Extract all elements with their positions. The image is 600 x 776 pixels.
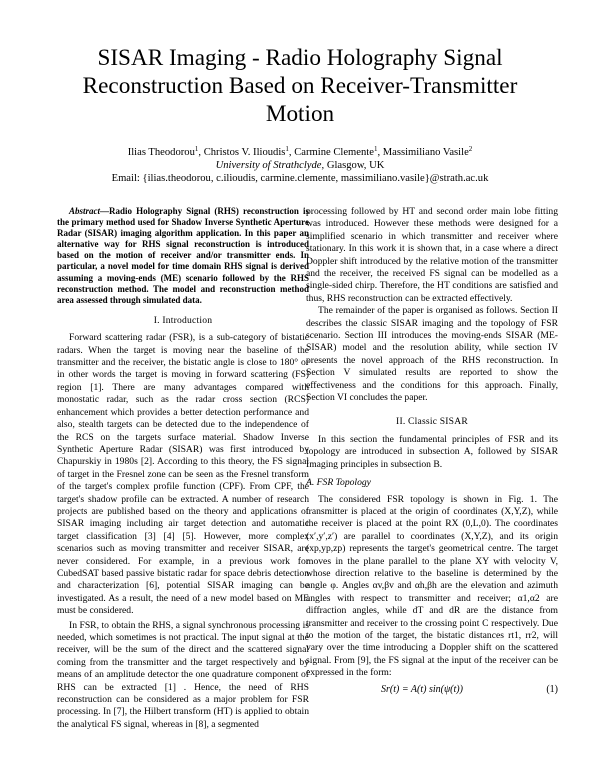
equation-1-number: (1)	[546, 683, 558, 695]
section-heading-introduction: I. Introduction	[153, 314, 213, 326]
intro-paragraph-1: Forward scattering radar (FSR), is a sub-category of bistatic radars. When the target is moving near the baseline of the transmitter and the receiver, the bistatic angle is close to 180° or in other words the target is moving in forward scattering (FS) region [1]. There are many advantages compared with monostatic radar, such as the radar cross section (RCS) enhancement which provides a better detection performance and also, stealth targets can be detected due to the independence of the RCS on the targets surface material. Shadow Inverse Synthetic Aperture Radar (SISAR) was first introduced by Chapurskiy in 1980s [2]. According to this theory, the FS signal of target in the Fresnel zone can be seen as the Fresnel transform of the target's complex profile function (CPF). From CPF, the target's shadow profile can be extracted. A number of research projects are published based on the theory and applications of SISAR imaging including air target detection and automatic target classification [3] [4] [5]. However, more complex scenarios such as moving transmitter and receiver SISAR, are never considered. For example, in a previous work for CubedSAT based passive bistatic radar for space debris detection and characterization [6], potential SISAR imaging can be investigated. As a result, the need of a new model based on ME must be considered.	[57, 332, 309, 617]
author-4-affil: 2	[468, 145, 473, 153]
author-1: Ilias Theodorou	[127, 147, 195, 158]
affiliation-university: University of Strathclyde,	[215, 160, 325, 171]
author-emails: Email: {ilias.theodorou, c.ilioudis, carmine.clemente, massimiliano.vasile}@strath.ac.uk	[111, 173, 489, 184]
affiliation	[40, 159, 560, 173]
abstract-text: —Radio Holography Signal (RHS) reconstruction is the primary method used for Shadow Inverse Synthetic Aperture Radar (SISAR) imaging algorithm application. In this paper an alternative way for RHS signal reconstruction is introduced based on the motion of receiver and/or transmitter ends. In particular, a novel model for time domain RHS signal is derived assuming a moving-ends (ME) scenario followed by the RHS reconstruction method. The model and reconstruction method area assessed through simulated data.	[57, 206, 309, 305]
intro-paragraph-2: In FSR, to obtain the RHS, a signal synchronous processing is needed, which sometimes is not practical. The input signal at the receiver, will be the sum of the direct and the scattered signal coming from the transmitter and the target respectively and by means of an amplitude detector the one quadrature component of RHS can be extracted [1] . Hence, the need of RHS reconstruction can be considered as a major problem for FSR processing. In [7], the Hilbert transform (HT) is applied to obtain the analytical FS signal, whereas in [8], a segmented	[57, 619, 309, 730]
intro-paragraph-3: processing followed by HT and second order main lobe fitting was introduced. However these methods were designed for a simplified scenario in which transmitter and receiver where stationary. In this work it is shown that, in a case where a direct Doppler shift introduced by the relative motion of the transmitter and the receiver, the received FS signal can be modelled as a single-sided chirp. Therefore, the HT conditions are satisfied and thus, RHS reconstruction can be extracted effectively.	[306, 206, 558, 304]
paper-title	[60, 44, 540, 128]
classic-paragraph-2: The considered FSR topology is shown in Fig. 1. The transmitter is placed at the origin of coordinates (X,Y,Z), while the receiver is placed at the point RX (0,L,0). The coordinates (x′,y′,z′) are parallel to coordinates (X,Y,Z), and its origin (xp,yp,zp) represents the target's geometrical centre. The target moves in the plane parallel to the plane XY with velocity V, whose direction relative to the baseline is determined by the angle φ. Angles αv,βv and αh,βh are the elevation and azimuth angles with respect to transmitter and receiver; α1,α2 are diffraction angles, while dT and dR are the distance from transmitter and receiver to the crossing point C respectively. Due to the motion of the target, the bistatic distances rt1, rr2, will vary over the time introducing a Doppler shift on the scattered signal. From [9], the FS signal at the input of the receiver can be expressed in the form:	[306, 493, 558, 679]
author-4: Massimiliano Vasile	[382, 147, 469, 158]
equation-1-body: Sr(t) = A(t) sin(ψ(t))	[381, 683, 463, 695]
subsection-heading-fsr-topology: A. FSR Topology	[306, 477, 371, 489]
classic-paragraph-1: In this section the fundamental principles of FSR and its topology are introduced in subsection A, followed by SISAR Imaging principles in subsection B.	[306, 433, 558, 470]
section-heading-classic-sisar: II. Classic SISAR	[396, 415, 468, 427]
title-line-1: SISAR Imaging - Radio Holography Signal	[97, 45, 503, 71]
affiliation-place: Glasgow, UK	[326, 160, 385, 171]
author-2-affil: 1	[285, 145, 289, 153]
title-line-3: Motion	[265, 101, 335, 127]
author-2: Christos V. Ilioudis	[203, 147, 286, 158]
equation-1	[306, 684, 558, 696]
abstract	[57, 206, 309, 306]
right-column	[306, 206, 558, 696]
left-column	[57, 206, 309, 731]
author-3-affil: 1	[373, 145, 378, 153]
title-line-2: Reconstruction Based on Receiver-Transmitter	[82, 73, 518, 99]
intro-paragraph-4: The remainder of the paper is organised as follows. Section II describes the classic SISAR imaging and the topology of FSR scenario. Section III introduces the moving-ends SISAR (ME-SISAR) model and the resolution ability, while section IV presents the novel approach of the RHS reconstruction. In Section V simulated results are reported to show the effectiveness and the conditions for this approach. Finally, Section VI concludes the paper.	[306, 305, 558, 404]
abstract-label: Abstract	[69, 206, 101, 216]
author-list: Ilias Theodorou$^1$, Christos V. Ilioudis$^1$, Carmine Clemente$^1$, Massimiliano Vasile$^2$	[127, 145, 473, 158]
author-1-affil: 1	[194, 145, 199, 153]
author-3: Carmine Clemente	[294, 147, 374, 158]
